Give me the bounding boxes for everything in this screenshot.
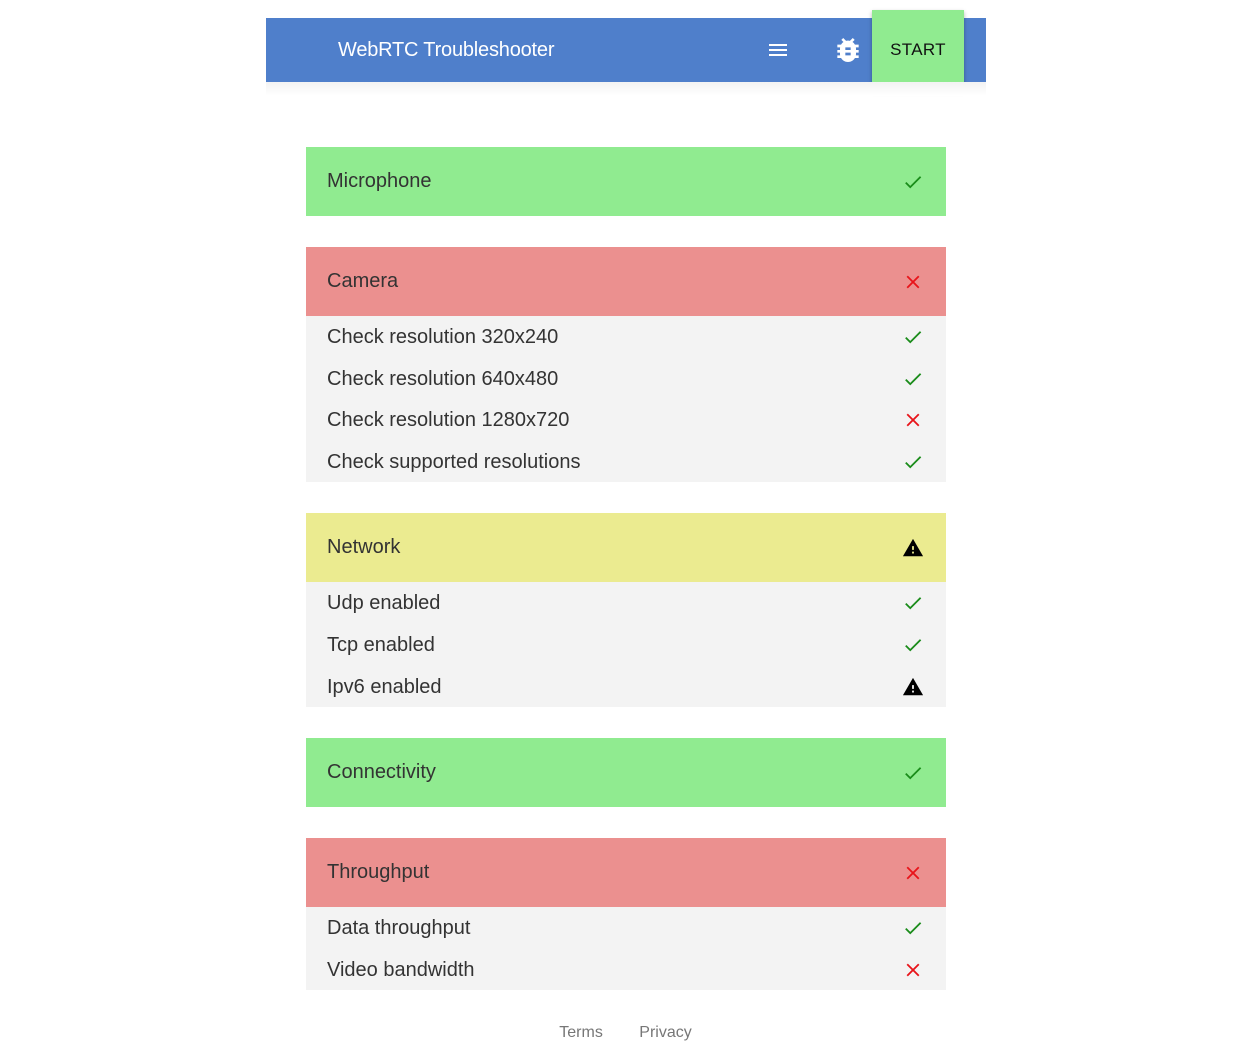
warning-icon [902, 537, 924, 559]
test-label: Udp enabled [327, 592, 441, 615]
bug-icon [832, 34, 864, 66]
close-icon [902, 862, 924, 884]
test-list [306, 316, 946, 482]
check-icon [902, 368, 924, 390]
test-row[interactable] [306, 666, 946, 708]
check-icon [902, 917, 924, 939]
privacy-link[interactable]: Privacy [639, 1024, 692, 1041]
check-icon [902, 171, 924, 193]
suite-title: Connectivity [327, 761, 436, 784]
bug-report-button[interactable] [832, 34, 864, 66]
close-icon [902, 959, 924, 981]
test-label: Check resolution 640x480 [327, 367, 559, 390]
check-icon [902, 762, 924, 784]
suite-header[interactable] [306, 738, 946, 807]
menu-icon [762, 34, 794, 66]
test-list [306, 907, 946, 990]
test-row[interactable] [306, 358, 946, 400]
close-icon [902, 271, 924, 293]
suite-microphone [306, 147, 946, 216]
test-row[interactable] [306, 316, 946, 358]
test-label: Check resolution 1280x720 [327, 409, 570, 432]
test-label: Ipv6 enabled [327, 675, 442, 698]
check-icon [902, 592, 924, 614]
toolbar-shadow [266, 82, 986, 96]
menu-button[interactable] [762, 34, 794, 66]
test-label: Video bandwidth [327, 958, 475, 981]
test-label: Tcp enabled [327, 633, 435, 656]
suite-title: Microphone [327, 170, 432, 192]
test-row[interactable] [306, 399, 946, 441]
test-label: Check resolution 320x240 [327, 326, 559, 348]
test-label: Check supported resolutions [327, 450, 581, 473]
start-button[interactable]: START [872, 10, 964, 90]
test-row[interactable] [306, 441, 946, 483]
check-icon [902, 634, 924, 656]
suite-throughput [306, 838, 946, 990]
test-row[interactable] [306, 907, 946, 949]
terms-link[interactable]: Terms [559, 1024, 603, 1041]
suite-camera [306, 247, 946, 482]
suite-title: Camera [327, 270, 399, 292]
suite-header[interactable] [306, 513, 946, 582]
test-suites [306, 147, 946, 1021]
test-row[interactable] [306, 582, 946, 624]
test-list [306, 582, 946, 707]
test-row[interactable] [306, 624, 946, 666]
app-title: WebRTC Troubleshooter [338, 39, 555, 61]
footer [0, 1024, 1251, 1048]
test-label: Data throughput [327, 917, 471, 940]
warning-icon [902, 676, 924, 698]
suite-title: Network [327, 536, 401, 559]
check-icon [902, 326, 924, 348]
suite-header[interactable] [306, 147, 946, 216]
check-icon [902, 451, 924, 473]
close-icon [902, 409, 924, 431]
test-row[interactable] [306, 949, 946, 991]
suite-title: Throughput [327, 861, 430, 884]
suite-header[interactable] [306, 247, 946, 316]
app-toolbar [266, 18, 986, 82]
suite-network [306, 513, 946, 707]
suite-header[interactable] [306, 838, 946, 907]
suite-connectivity [306, 738, 946, 807]
